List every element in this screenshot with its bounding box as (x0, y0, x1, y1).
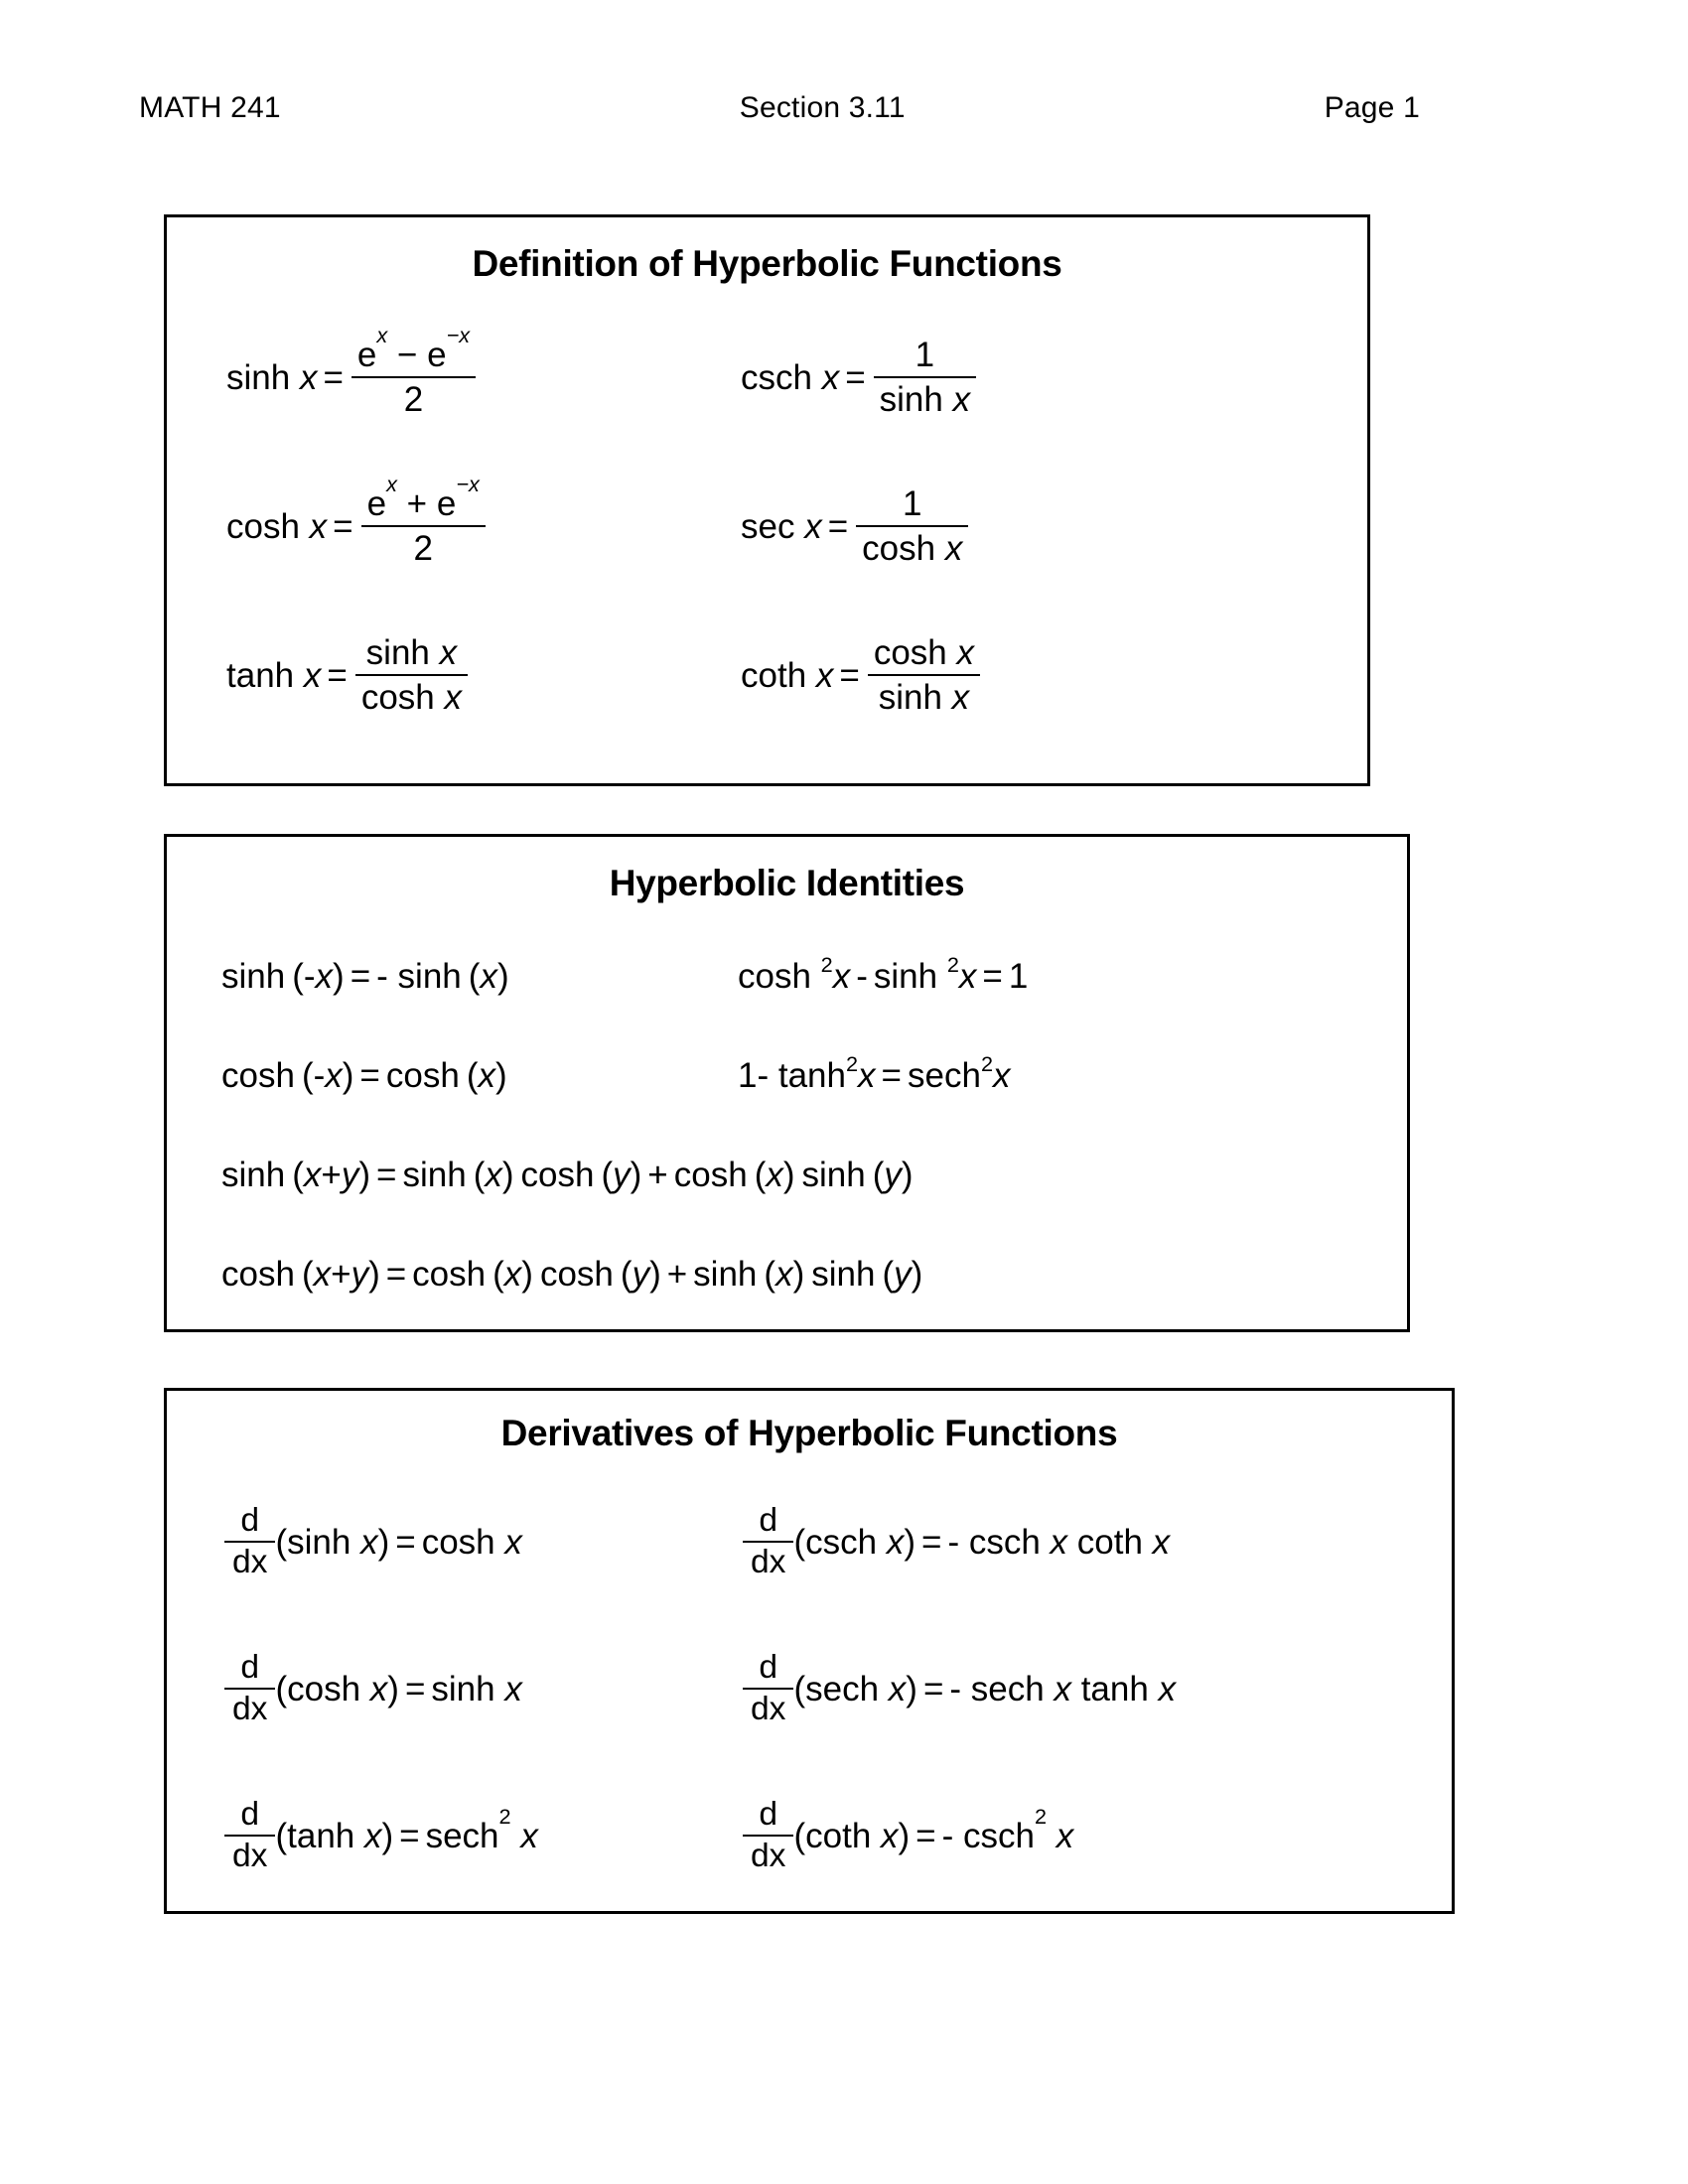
plus-sign: + (666, 1254, 688, 1294)
fn-name: sec (741, 506, 795, 546)
operator-numerator: d (240, 1502, 260, 1540)
fn-name: sinh (878, 678, 942, 717)
fn-name: coth (741, 655, 807, 695)
paren-close: ) (496, 956, 509, 996)
equals-sign: = (922, 1669, 944, 1708)
identity-cosh-sum: cosh ( x + y ) = cosh ( x ) cosh ( y ) + sinh ( x ) sinh ( y ) (221, 1254, 923, 1294)
minus-sign: - (313, 1055, 326, 1095)
derivatives-rows (167, 1468, 1452, 1909)
derivative-sinh (167, 1504, 723, 1578)
denominator: 2 (403, 380, 424, 419)
paren-open: ( (754, 1155, 767, 1194)
paren-open: ( (473, 1155, 486, 1194)
equals-sign: = (385, 1254, 407, 1294)
operator-denominator: dx (232, 1838, 268, 1874)
fraction (361, 472, 486, 568)
fn-name: sinh (693, 1254, 758, 1294)
numerator: 1 (914, 336, 935, 374)
variable: x (815, 655, 834, 695)
derivative-coth (723, 1798, 1398, 1872)
equals-sign: = (333, 506, 353, 546)
neg-x: -x (303, 956, 334, 996)
formula-sec (693, 486, 1249, 566)
ddx-operator (743, 1798, 793, 1872)
fn-name: cosh (226, 506, 300, 546)
ddx-operator (743, 1651, 793, 1725)
plus-sign: + (331, 1254, 352, 1294)
paren-open: ( (466, 1055, 479, 1095)
minus-sign: - (941, 1816, 954, 1855)
paren-open: ( (492, 1254, 504, 1294)
fn-name: cosh (221, 1254, 295, 1294)
one-literal: 1 (738, 1055, 758, 1095)
derivative-row (167, 1468, 1452, 1615)
operator-numerator: d (759, 1649, 778, 1687)
derivative-argument: (tanh x) (275, 1816, 394, 1855)
paren-close: ) (368, 1254, 380, 1294)
derivative-result: sinh x (431, 1669, 522, 1708)
identity-row (167, 1025, 1407, 1125)
formula-tanh (167, 635, 693, 715)
formula-sinh (167, 323, 693, 419)
neg-x: -x (313, 1055, 343, 1095)
ddx-operator (743, 1504, 793, 1578)
fn-name: sinh (801, 1155, 866, 1194)
formula-cosh (167, 472, 693, 568)
paren-open: ( (301, 1254, 314, 1294)
operator-numerator: d (240, 1796, 260, 1834)
derivative-tanh (167, 1798, 723, 1872)
derivative-csch (723, 1504, 1398, 1578)
fn-name: cosh (862, 529, 936, 568)
operator-denominator: dx (751, 1691, 786, 1727)
equals-sign: = (839, 655, 860, 695)
paren-open: ( (882, 1254, 895, 1294)
identity-row (167, 926, 1407, 1025)
page-number: Page 1 (1324, 91, 1420, 124)
minus-sign: - (949, 1669, 962, 1708)
operator-numerator: d (759, 1502, 778, 1540)
definition-row (167, 303, 1367, 452)
derivative-cosh (167, 1651, 723, 1725)
numerator: cosh x (873, 633, 975, 672)
operator-denominator: dx (751, 1838, 786, 1874)
e-term: e (356, 336, 377, 374)
identity-sinh-odd: sinh ( -x ) = - sinh ( x ) (221, 956, 509, 996)
ddx-operator (224, 1504, 275, 1578)
fn-name: cosh (412, 1254, 487, 1294)
derivative-result: sech$^2$ x (425, 1803, 538, 1855)
paren-close: ) (501, 1155, 514, 1194)
minus-sign: - (856, 956, 868, 996)
plus-sign: + (321, 1155, 342, 1194)
fn-name: cosh (360, 678, 435, 717)
variable: x (821, 357, 840, 397)
fn-name: sinh (397, 956, 462, 996)
fn-name: cosh (738, 956, 811, 996)
paren-open: ( (601, 1155, 614, 1194)
paren-close: ) (358, 1155, 370, 1194)
derivative-row (167, 1615, 1452, 1762)
equals-sign: = (327, 655, 348, 695)
equals-sign: = (827, 506, 849, 546)
paren-open: ( (620, 1254, 633, 1294)
equals-sign: = (404, 1669, 426, 1708)
equals-sign: = (982, 956, 1003, 996)
identity-cosh-even: cosh ( -x ) = cosh ( x ) (221, 1055, 507, 1095)
identity-sinh-sum: sinh ( x + y ) = sinh ( x ) cosh ( y ) + cosh ( x ) sinh ( y ) (221, 1155, 914, 1194)
fraction (352, 323, 476, 419)
derivative-argument: (csch x) (793, 1522, 915, 1562)
formula-coth (693, 635, 1249, 715)
course-label: MATH 241 (139, 91, 281, 124)
equals-sign: = (323, 357, 344, 397)
identity-pythagorean: cosh 2 x - sinh 2 x = 1 (738, 951, 1029, 996)
paren-open: ( (872, 1155, 885, 1194)
fn-name: sinh (365, 633, 430, 672)
minus-sign: − (396, 336, 418, 374)
operator-numerator: d (240, 1649, 260, 1687)
derivative-result: cosh x (421, 1522, 522, 1562)
derivative-argument: (coth x) (793, 1816, 911, 1855)
fn-name: cosh (520, 1155, 595, 1194)
paren-open: ( (301, 1055, 314, 1095)
equals-sign: = (376, 1155, 397, 1194)
paren-close: ) (792, 1254, 805, 1294)
paren-close: ) (649, 1254, 661, 1294)
derivative-argument: (sinh x) (275, 1522, 390, 1562)
paren-close: ) (782, 1155, 795, 1194)
exponent: 2 (1034, 1803, 1048, 1829)
fraction (874, 338, 976, 417)
denominator: sinh x (878, 678, 970, 717)
fn-name: tanh (226, 655, 295, 695)
fraction (856, 486, 968, 566)
paren-close: ) (521, 1254, 533, 1294)
numerator: $e^x + e^{-x}$ (366, 472, 480, 523)
operator-denominator: dx (232, 1691, 268, 1727)
fn-name: sinh (221, 1155, 286, 1194)
page-header (139, 91, 1420, 125)
plus-sign: + (406, 484, 428, 523)
paren-open: ( (764, 1254, 776, 1294)
paren-close: ) (342, 1055, 354, 1095)
paren-close: ) (494, 1055, 507, 1095)
ddx-operator (224, 1798, 275, 1872)
derivatives-box (164, 1388, 1455, 1914)
numerator: 1 (903, 484, 922, 523)
fn-name: cosh (385, 1055, 460, 1095)
denominator: 2 (413, 529, 433, 568)
ddx-operator (224, 1651, 275, 1725)
equals-sign: = (395, 1522, 416, 1562)
fn-name: cosh (673, 1155, 748, 1194)
fn-name: sinh (879, 380, 943, 419)
e-term: e (427, 336, 447, 374)
identities-title: Hyperbolic Identities (609, 863, 965, 903)
fn-name: sinh (402, 1155, 467, 1194)
denominator: cosh x (862, 529, 963, 568)
equals-sign: = (845, 357, 866, 397)
paren-close: ) (630, 1155, 642, 1194)
exponent: 2 (498, 1803, 511, 1829)
fn-name: tanh (777, 1055, 846, 1095)
definitions-rows (167, 303, 1367, 750)
fn-name: sinh (221, 956, 286, 996)
equals-sign: = (350, 956, 371, 996)
equals-sign: = (399, 1816, 420, 1855)
fn-name: csch (741, 357, 812, 397)
variable: x (299, 357, 318, 397)
formula-csch (693, 338, 1249, 417)
e-term: e (366, 484, 387, 523)
derivatives-title: Derivatives of Hyperbolic Functions (500, 1413, 1118, 1453)
paren-open: ( (468, 956, 481, 996)
paren-close: ) (333, 956, 345, 996)
definition-row (167, 601, 1367, 750)
operator-denominator: dx (751, 1544, 786, 1580)
equals-sign: = (881, 1055, 902, 1095)
fraction (355, 635, 468, 715)
paren-close: ) (901, 1155, 914, 1194)
minus-sign: - (947, 1522, 960, 1562)
minus-sign: - (303, 956, 316, 996)
fn-name: sinh (811, 1254, 876, 1294)
variable: x (804, 506, 822, 546)
definition-row (167, 452, 1367, 601)
one-literal: 1 (1008, 956, 1029, 996)
fn-name: sinh (873, 956, 938, 996)
derivative-result: - csch x coth x (947, 1522, 1171, 1562)
denominator: cosh x (360, 678, 462, 717)
variable: x (309, 506, 328, 546)
operator-numerator: d (759, 1796, 778, 1834)
minus-sign: - (757, 1055, 770, 1095)
paren-open: ( (292, 956, 304, 996)
derivative-result: - sech x tanh x (949, 1669, 1177, 1708)
derivative-argument: (cosh x) (275, 1669, 399, 1708)
denominator: sinh x (879, 380, 971, 419)
plus-sign: + (647, 1155, 668, 1194)
numerator: sinh x (365, 633, 458, 672)
fn-name: cosh (873, 633, 947, 672)
fn-name: sinh (226, 357, 291, 397)
definitions-box (164, 214, 1370, 786)
variable: x (303, 655, 322, 695)
fraction (868, 635, 980, 715)
identities-box (164, 834, 1410, 1332)
definitions-title: Definition of Hyperbolic Functions (472, 243, 1062, 284)
paren-close: ) (911, 1254, 923, 1294)
derivative-result: - csch$^2$ x (941, 1803, 1074, 1855)
paren-open: ( (292, 1155, 304, 1194)
numerator: $e^x - e^{-x}$ (356, 323, 471, 374)
identities-rows (167, 926, 1407, 1323)
equals-sign: = (359, 1055, 380, 1095)
identity-sech: 1 - tanh 2 x = sech 2 x (738, 1050, 1011, 1095)
derivative-argument: (sech x) (793, 1669, 917, 1708)
e-term: e (436, 484, 457, 523)
equals-sign: = (915, 1816, 936, 1855)
derivative-row (167, 1762, 1452, 1909)
section-label: Section 3.11 (739, 91, 906, 124)
equals-sign: = (920, 1522, 942, 1562)
derivative-sech (723, 1651, 1398, 1725)
fn-name: sech (908, 1055, 981, 1095)
operator-denominator: dx (232, 1544, 268, 1580)
fn-name: cosh (221, 1055, 295, 1095)
minus-sign: - (376, 956, 388, 996)
fn-name: cosh (539, 1254, 614, 1294)
